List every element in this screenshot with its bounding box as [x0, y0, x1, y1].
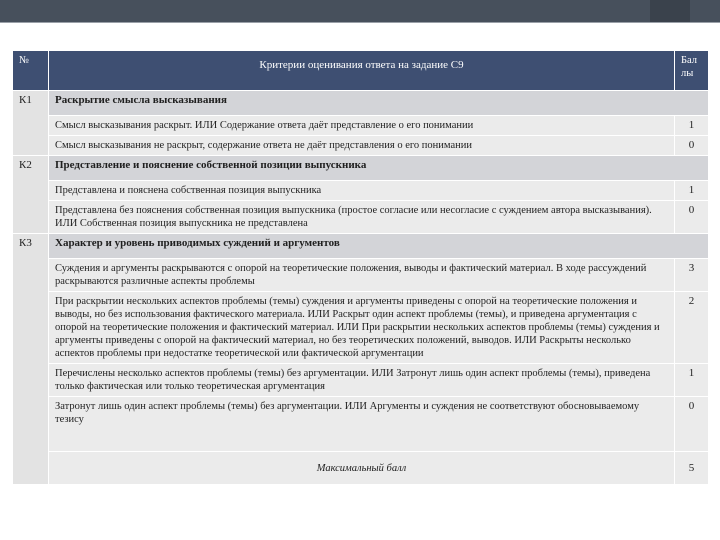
top-decor-band [0, 0, 720, 22]
table-row [13, 201, 709, 234]
criterion-score: 0 [675, 201, 709, 234]
criterion-description: Затронут лишь один аспект проблемы (темы) без аргументации. ИЛИ Аргументы и суждения не соответствуют обосновываемому тезису [49, 397, 675, 452]
criteria-table [12, 50, 709, 485]
top-decor-line [0, 22, 720, 23]
table-row [13, 116, 709, 136]
table-header-row [13, 51, 709, 91]
criterion-description: Суждения и аргументы раскрываются с опорой на теоретические положения, выводы и фактический материал. В ходе рассуждений раскрываются различные аспекты проблемы [49, 259, 675, 292]
header-criteria-title: Критерии оценивания ответа на задание С9 [49, 51, 675, 91]
criterion-code-k1: К1 [13, 91, 49, 156]
header-number: № [13, 51, 49, 91]
criterion-score: 3 [675, 259, 709, 292]
criterion-code-k2: К2 [13, 156, 49, 234]
criterion-description: При раскрытии нескольких аспектов проблемы (темы) суждения и аргументы приведены с опорой на теоретические положения и выводы, но без использования фактического материала. ИЛИ Раскрыт один аспект проблемы (темы), и приведена аргументация с опорой на теоретические положения и фактический материал. ИЛИ При раскрытии нескольких аспектов проблемы (темы) суждения и аргументы приведены с опорой на фактический материал, но без теоретических положений, выводов. ИЛИ Раскрыты несколько аспектов проблемы при недостатке теоретической или фактической аргументации [49, 292, 675, 364]
max-score-label: Максимальный балл [49, 452, 675, 485]
table-row [13, 136, 709, 156]
criterion-score: 1 [675, 116, 709, 136]
table-row [13, 259, 709, 292]
criterion-score: 2 [675, 292, 709, 364]
table-row [13, 397, 709, 452]
criterion-score: 0 [675, 136, 709, 156]
criterion-description: Смысл высказывания не раскрыт, содержание ответа не даёт представления о его понимании [49, 136, 675, 156]
max-score-row [13, 452, 709, 485]
table-row [13, 364, 709, 397]
criterion-score: 1 [675, 364, 709, 397]
criterion-title-k3: Характер и уровень приводимых суждений и аргументов [49, 234, 709, 259]
criterion-row-k3 [13, 234, 709, 259]
criterion-row-k2 [13, 156, 709, 181]
top-decor-accent [650, 0, 690, 22]
criterion-title-k2: Представление и пояснение собственной позиции выпускника [49, 156, 709, 181]
criterion-description: Смысл высказывания раскрыт. ИЛИ Содержание ответа даёт представление о его понимании [49, 116, 675, 136]
table-row [13, 292, 709, 364]
table-row [13, 181, 709, 201]
criterion-row-k1 [13, 91, 709, 116]
criterion-score: 0 [675, 397, 709, 452]
criteria-table-wrapper [12, 50, 708, 485]
max-score-value: 5 [675, 452, 709, 485]
criterion-description: Представлена без пояснения собственная позиция выпускника (простое согласие или несогласие с суждением автора высказывания). ИЛИ Собственная позиция выпускника не представлена [49, 201, 675, 234]
criterion-description: Представлена и пояснена собственная позиция выпускника [49, 181, 675, 201]
criterion-title-k1: Раскрытие смысла высказывания [49, 91, 709, 116]
header-score: Бал лы [675, 51, 709, 91]
criterion-score: 1 [675, 181, 709, 201]
criterion-description: Перечислены несколько аспектов проблемы (темы) без аргументации. ИЛИ Затронут лишь один аспект проблемы (темы), приведена только фактическая или только теоретическая аргументация [49, 364, 675, 397]
criterion-code-k3: К3 [13, 234, 49, 485]
